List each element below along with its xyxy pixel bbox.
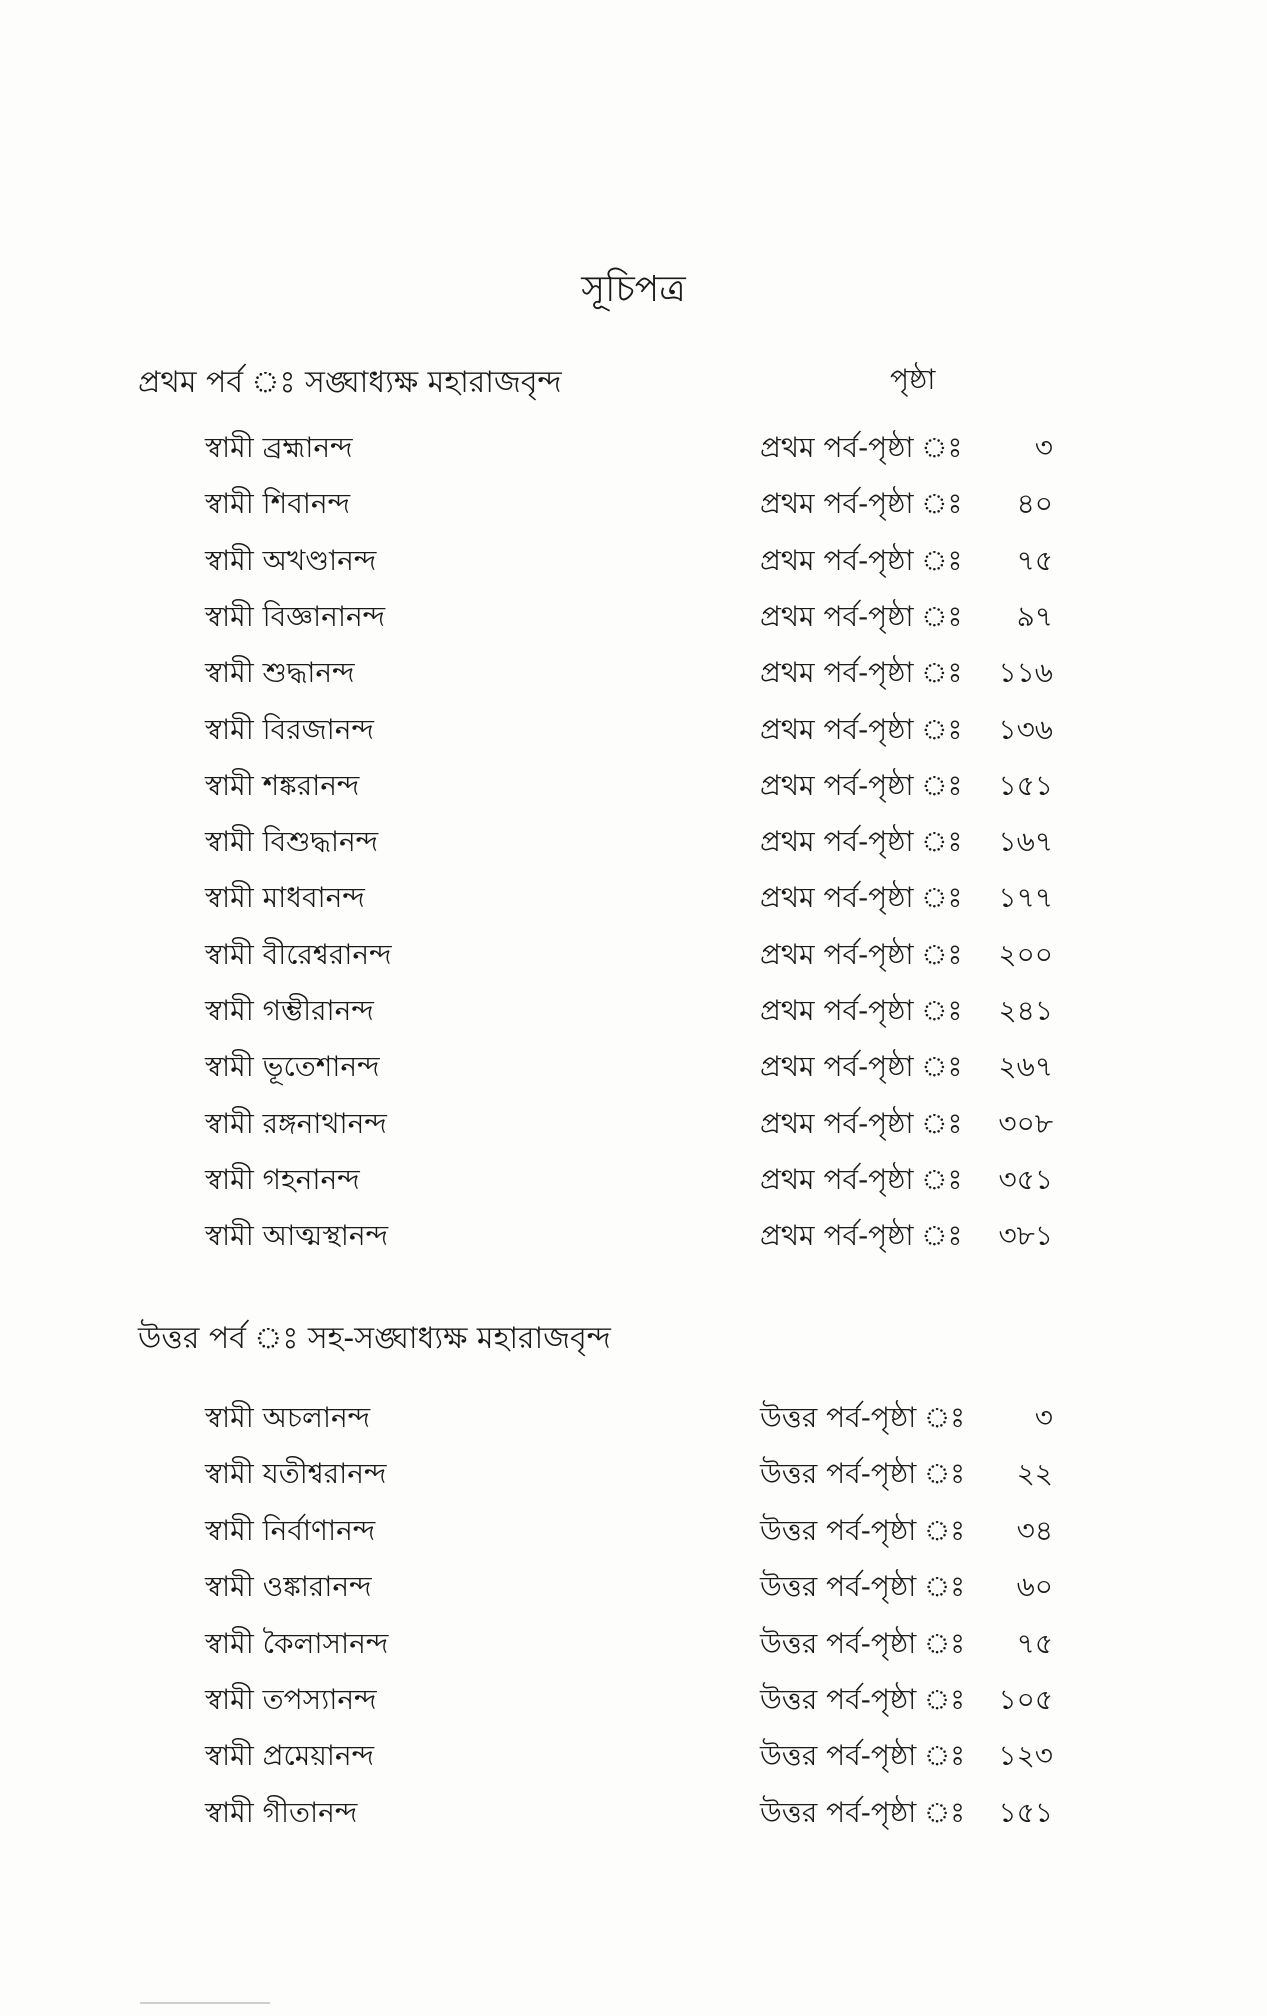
entry-part-reference: উত্তর পর্ব-পৃষ্ঠা ঃ [760, 1457, 966, 1490]
toc-entry[interactable] [0, 1724, 1267, 1780]
entry-name: স্বামী বিশুদ্ধানন্দ [205, 825, 379, 858]
entry-part-reference: প্রথম পর্ব-পৃষ্ঠা ঃ [760, 656, 963, 689]
toc-entry[interactable] [0, 754, 1267, 810]
entry-part-reference: প্রথম পর্ব-পৃষ্ঠা ঃ [760, 1107, 963, 1140]
entry-part-reference: প্রথম পর্ব-পৃষ্ঠা ঃ [760, 938, 963, 971]
toc-entry[interactable] [0, 1092, 1267, 1148]
entry-name: স্বামী বিজ্ঞানানন্দ [205, 600, 386, 633]
entry-name: স্বামী গম্ভীরানন্দ [205, 994, 374, 1027]
entry-part-reference: প্রথম পর্ব-পৃষ্ঠা ঃ [760, 994, 963, 1027]
entry-name: স্বামী ওঙ্কারানন্দ [205, 1570, 372, 1603]
entry-part-reference: প্রথম পর্ব-পৃষ্ঠা ঃ [760, 1219, 963, 1252]
entry-page-number: ৪০ [1016, 487, 1053, 520]
entry-page-number: ১৫১ [998, 769, 1053, 802]
entry-name: স্বামী অচলানন্দ [205, 1401, 371, 1434]
section-heading-text: প্রথম পর্ব ঃ সঙ্ঘাধ্যক্ষ মহারাজবৃন্দ [138, 365, 562, 400]
entry-page-number: ২২ [1016, 1457, 1053, 1490]
entry-name: স্বামী গহনানন্দ [205, 1163, 360, 1196]
entry-page-number: ৭৫ [1016, 1627, 1053, 1660]
entry-part-reference: উত্তর পর্ব-পৃষ্ঠা ঃ [760, 1514, 966, 1547]
toc-entry[interactable] [0, 641, 1267, 697]
section-heading-2 [138, 1314, 1138, 1365]
entry-part-reference: প্রথম পর্ব-পৃষ্ঠা ঃ [760, 713, 963, 746]
entry-page-number: ৬০ [1016, 1570, 1053, 1603]
entry-name: স্বামী বিরজানন্দ [205, 713, 374, 746]
entry-page-number: ৯৭ [1016, 600, 1053, 633]
toc-entry[interactable] [0, 1035, 1267, 1091]
toc-entry[interactable] [0, 698, 1267, 754]
entry-page-number: ১৫১ [998, 1796, 1053, 1829]
entry-part-reference: উত্তর পর্ব-পৃষ্ঠা ঃ [760, 1401, 966, 1434]
entry-name: স্বামী কৈলাসানন্দ [205, 1627, 389, 1660]
entry-part-reference: প্রথম পর্ব-পৃষ্ঠা ঃ [760, 881, 963, 914]
entry-part-reference: উত্তর পর্ব-পৃষ্ঠা ঃ [760, 1627, 966, 1660]
toc-entry[interactable] [0, 416, 1267, 472]
entry-page-number: ৩৮১ [998, 1219, 1053, 1252]
entry-part-reference: প্রথম পর্ব-পৃষ্ঠা ঃ [760, 600, 963, 633]
entry-name: স্বামী শঙ্করানন্দ [205, 769, 360, 802]
entry-page-number: ২৪১ [998, 994, 1053, 1027]
entry-page-number: ৩৫১ [998, 1163, 1053, 1196]
toc-entry[interactable] [0, 979, 1267, 1035]
entry-part-reference: প্রথম পর্ব-পৃষ্ঠা ঃ [760, 487, 963, 520]
entry-page-number: ১১৬ [998, 656, 1053, 689]
toc-entry[interactable] [0, 1612, 1267, 1668]
entry-name: স্বামী আত্মস্থানন্দ [205, 1219, 389, 1252]
entry-page-number: ২৬৭ [998, 1050, 1053, 1083]
entry-page-number: ৭৫ [1016, 544, 1053, 577]
entry-part-reference: প্রথম পর্ব-পৃষ্ঠা ঃ [760, 825, 963, 858]
entry-part-reference: প্রথম পর্ব-পৃষ্ঠা ঃ [760, 769, 963, 802]
entry-page-number: ৩৪ [1016, 1514, 1053, 1547]
toc-entry[interactable] [0, 1148, 1267, 1204]
entry-page-number: ১০৫ [998, 1683, 1053, 1716]
entry-name: স্বামী নির্বাণানন্দ [205, 1514, 376, 1547]
entry-part-reference: প্রথম পর্ব-পৃষ্ঠা ঃ [760, 544, 963, 577]
entry-page-number: ২০০ [998, 938, 1053, 971]
entry-name: স্বামী যতীশ্বরানন্দ [205, 1457, 387, 1490]
toc-entry[interactable] [0, 1386, 1267, 1442]
entry-page-number: ৩ [1034, 431, 1053, 464]
toc-entry[interactable] [0, 1668, 1267, 1724]
toc-entry[interactable] [0, 923, 1267, 979]
section-heading-1 [138, 358, 1138, 409]
toc-entry[interactable] [0, 1442, 1267, 1498]
page-column-label: পৃষ্ঠা [890, 363, 936, 396]
divider [140, 2002, 270, 2004]
entry-name: স্বামী রঙ্গনাথানন্দ [205, 1107, 387, 1140]
toc-entry[interactable] [0, 472, 1267, 528]
entry-name: স্বামী শিবানন্দ [205, 487, 351, 520]
toc-entry[interactable] [0, 1555, 1267, 1611]
entry-name: স্বামী অখণ্ডানন্দ [205, 544, 377, 577]
entry-name: স্বামী শুদ্ধানন্দ [205, 656, 355, 689]
entry-name: স্বামী বীরেশ্বরানন্দ [205, 938, 392, 971]
entry-name: স্বামী ব্রহ্মানন্দ [205, 431, 353, 464]
entry-page-number: ১৬৭ [998, 825, 1053, 858]
entry-page-number: ১২৩ [998, 1739, 1053, 1772]
toc-entry[interactable] [0, 810, 1267, 866]
section-heading-text: উত্তর পর্ব ঃ সহ-সঙ্ঘাধ্যক্ষ মহারাজবৃন্দ [138, 1321, 611, 1356]
entry-part-reference: প্রথম পর্ব-পৃষ্ঠা ঃ [760, 1050, 963, 1083]
toc-entry[interactable] [0, 1781, 1267, 1837]
toc-entry[interactable] [0, 866, 1267, 922]
entry-part-reference: প্রথম পর্ব-পৃষ্ঠা ঃ [760, 431, 963, 464]
toc-entry[interactable] [0, 529, 1267, 585]
entry-name: স্বামী তপস্যানন্দ [205, 1683, 377, 1716]
entry-part-reference: উত্তর পর্ব-পৃষ্ঠা ঃ [760, 1796, 966, 1829]
entry-part-reference: উত্তর পর্ব-পৃষ্ঠা ঃ [760, 1739, 966, 1772]
entry-part-reference: উত্তর পর্ব-পৃষ্ঠা ঃ [760, 1570, 966, 1603]
entry-name: স্বামী মাধবানন্দ [205, 881, 365, 914]
entry-name: স্বামী ভূতেশানন্দ [205, 1050, 380, 1083]
entry-name: স্বামী প্রমেয়ানন্দ [205, 1739, 375, 1772]
entry-page-number: ৩০৮ [998, 1107, 1053, 1140]
entry-page-number: ১৭৭ [998, 881, 1053, 914]
entry-part-reference: উত্তর পর্ব-পৃষ্ঠা ঃ [760, 1683, 966, 1716]
entry-page-number: ৩ [1034, 1401, 1053, 1434]
entry-name: স্বামী গীতানন্দ [205, 1796, 358, 1829]
toc-entry[interactable] [0, 1204, 1267, 1260]
toc-entry[interactable] [0, 585, 1267, 641]
entry-part-reference: প্রথম পর্ব-পৃষ্ঠা ঃ [760, 1163, 963, 1196]
page-title: সূচিপত্র [581, 269, 686, 310]
toc-entry[interactable] [0, 1499, 1267, 1555]
entry-page-number: ১৩৬ [998, 713, 1053, 746]
